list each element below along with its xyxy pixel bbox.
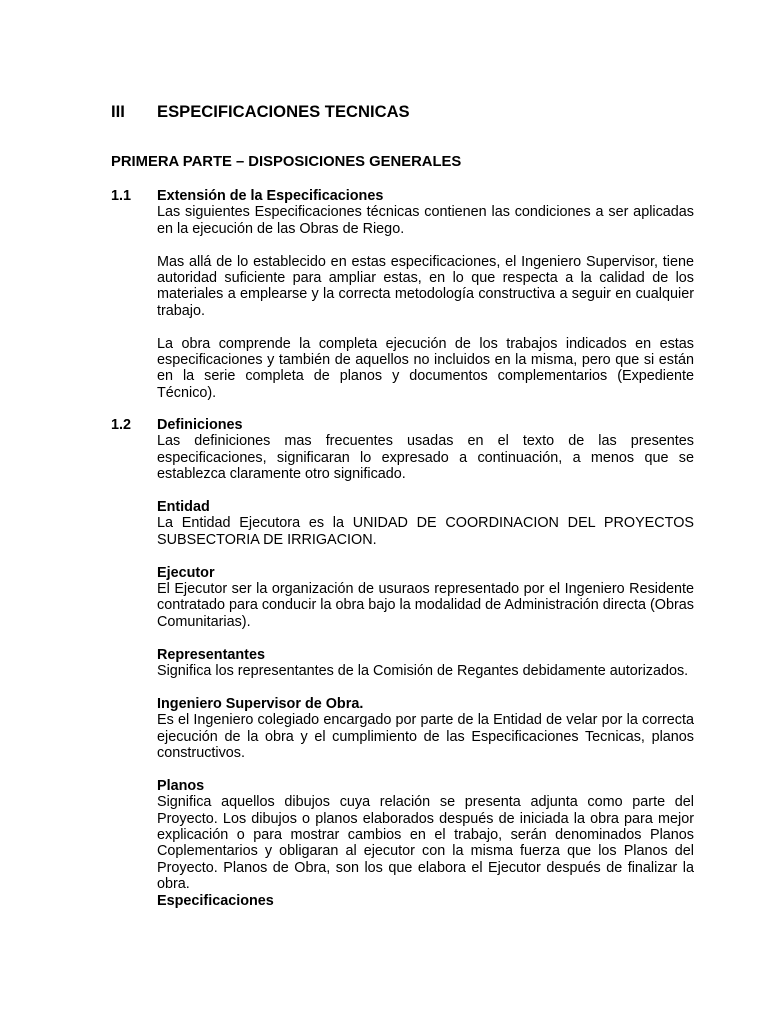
chapter-title: ESPECIFICACIONES TECNICAS — [157, 102, 410, 121]
definition-text: Es el Ingeniero colegiado encargado por parte de la Entidad de velar por la correcta ejecución de la obra y el cumplimiento de las Especificaciones Tecnicas, planos constructivos. — [157, 712, 694, 762]
part-title: PRIMERA PARTE – DISPOSICIONES GENERALES — [111, 154, 462, 170]
section-1-1-paragraph: La obra comprende la completa ejecución de los trabajos indicados en estas especificaciones y también de aquellos no incluidos en la misma, pero que si están en la serie completa de planos y documentos complementarios (Expediente Técnico). — [157, 335, 694, 401]
chapter-heading — [111, 102, 410, 122]
section-title-1-2: Definiciones — [157, 417, 243, 433]
section-1-1-paragraph: Mas allá de lo establecido en estas especificaciones, el Ingeniero Supervisor, tiene autoridad suficiente para ampliar estas, en lo que respecta a la calidad de los materiales a emplearse y la correcta metodología constructiva a seguir en cualquier trabajo. — [157, 253, 694, 319]
section-number-1-1: 1.1 — [111, 188, 132, 204]
definition-text: La Entidad Ejecutora es la UNIDAD DE COORDINACION DEL PROYECTOS SUBSECTORIA DE IRRIGACION. — [157, 515, 694, 548]
definition-text: Significa los representantes de la Comisión de Regantes debidamente autorizados. — [157, 663, 689, 680]
definition-text: El Ejecutor ser la organización de usuraos representado por el Ingeniero Residente contratado para conducir la obra bajo la modalidad de Administración directa (Obras Comunitarias). — [157, 581, 694, 630]
definition-term: Ingeniero Supervisor de Obra. — [157, 695, 364, 712]
section-title-1-1: Extensión de la Especificaciones — [157, 188, 384, 204]
section-number-1-2: 1.2 — [111, 417, 132, 433]
definition-term: Especificaciones — [157, 892, 274, 909]
section-1-2 — [157, 417, 694, 909]
chapter-number: III — [111, 102, 125, 121]
definition-text: Significa aquellos dibujos cuya relación se presenta adjunta como parte del Proyecto. Los dibujos o planos elaborados después de iniciada la obra para mejor explicación o para mostrar cambios en el trabajo, serán denominados Planos Coplementarios y obligaran al ejecutor con la misma fuerza que los Planos del Proyecto. Planos de Obra, son los que elabora el Ejecutor después de finalizar la obra. — [157, 794, 694, 893]
definition-term: Entidad — [157, 499, 210, 516]
definition-term: Ejecutor — [157, 564, 215, 581]
definition-term: Planos — [157, 777, 205, 794]
definition-term: Representantes — [157, 646, 265, 663]
section-1-1 — [157, 188, 694, 401]
section-1-1-paragraph: Las siguientes Especificaciones técnicas contienen las condiciones a ser aplicadas en la ejecución de las Obras de Riego. — [157, 204, 694, 237]
section-1-2-intro: Las definiciones mas frecuentes usadas en el texto de las presentes especificaciones, significaran lo expresado a continuación, a menos que se establezca claramente otro significado. — [157, 433, 694, 483]
